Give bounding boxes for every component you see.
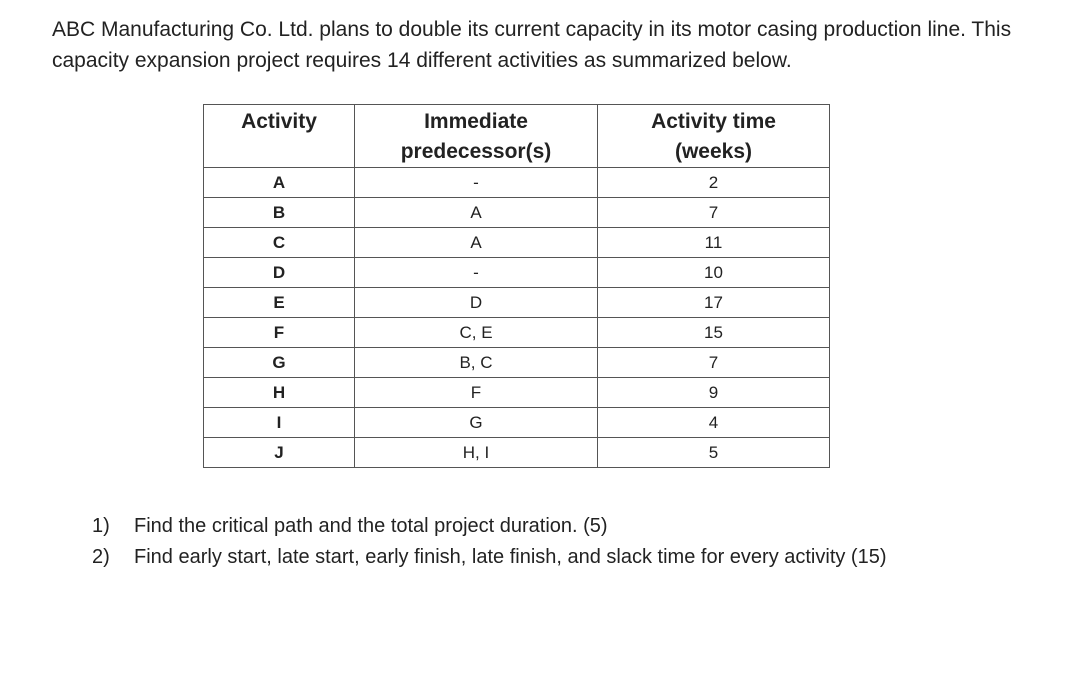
- table-row: [204, 348, 830, 378]
- question-list: [92, 511, 887, 573]
- header-time-line2: (weeks): [674, 140, 753, 163]
- table-row: [204, 168, 830, 198]
- time-cell: 5: [598, 438, 830, 468]
- time-cell: 17: [598, 288, 830, 318]
- activity-cell: E: [204, 288, 355, 318]
- table-row: [204, 288, 830, 318]
- question-text: Find the critical path and the total project duration. (5): [134, 515, 608, 537]
- activity-cell: I: [204, 408, 355, 438]
- predecessor-cell: -: [355, 258, 598, 288]
- activity-cell: J: [204, 438, 355, 468]
- intro-line-1: ABC Manufacturing Co. Ltd. plans to double its current capacity in its motor casing production line. This: [52, 18, 1012, 41]
- time-cell: 4: [598, 408, 830, 438]
- time-cell: 7: [598, 198, 830, 228]
- list-item: [92, 542, 887, 573]
- table-row: [204, 318, 830, 348]
- table-row: [204, 438, 830, 468]
- predecessor-cell: D: [355, 288, 598, 318]
- predecessor-cell: F: [355, 378, 598, 408]
- time-cell: 2: [598, 168, 830, 198]
- question-number: 1): [92, 515, 110, 537]
- header-predecessors-line1: Immediate: [424, 110, 528, 133]
- table-row: [204, 198, 830, 228]
- table-header-row: [204, 105, 830, 168]
- predecessor-cell: A: [355, 228, 598, 258]
- table-row: [204, 378, 830, 408]
- predecessor-cell: -: [355, 168, 598, 198]
- header-activity-label: Activity: [241, 110, 317, 133]
- predecessor-cell: B, C: [355, 348, 598, 378]
- header-predecessors-line2: predecessor(s): [400, 140, 552, 163]
- activity-cell: A: [204, 168, 355, 198]
- predecessor-cell: G: [355, 408, 598, 438]
- time-cell: 7: [598, 348, 830, 378]
- activity-cell: C: [204, 228, 355, 258]
- header-activity-time: [598, 105, 830, 168]
- time-cell: 11: [598, 228, 830, 258]
- predecessor-cell: C, E: [355, 318, 598, 348]
- table-row: [204, 258, 830, 288]
- header-predecessors: [355, 105, 598, 168]
- activity-cell: G: [204, 348, 355, 378]
- activity-table: [203, 104, 830, 468]
- question-number: 2): [92, 546, 110, 568]
- intro-line-2: capacity expansion project requires 14 different activities as summarized below.: [52, 49, 792, 72]
- header-activity: [204, 105, 355, 168]
- table-row: [204, 228, 830, 258]
- predecessor-cell: H, I: [355, 438, 598, 468]
- activity-cell: F: [204, 318, 355, 348]
- intro-paragraph: [52, 14, 1080, 76]
- time-cell: 10: [598, 258, 830, 288]
- header-time-line1: Activity time: [651, 110, 776, 133]
- activity-cell: H: [204, 378, 355, 408]
- activity-cell: D: [204, 258, 355, 288]
- time-cell: 9: [598, 378, 830, 408]
- time-cell: 15: [598, 318, 830, 348]
- table-row: [204, 408, 830, 438]
- activity-cell: B: [204, 198, 355, 228]
- question-text: Find early start, late start, early finish, late finish, and slack time for every activity (15): [134, 546, 887, 568]
- list-item: [92, 511, 887, 542]
- predecessor-cell: A: [355, 198, 598, 228]
